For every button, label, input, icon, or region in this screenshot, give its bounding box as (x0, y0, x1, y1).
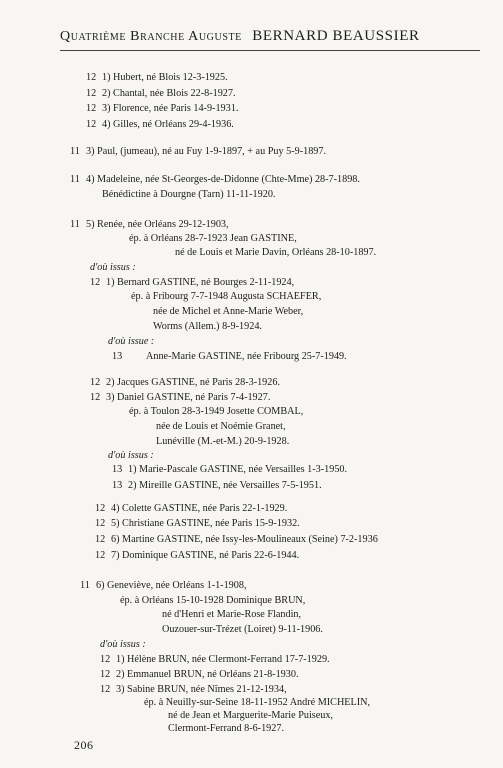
entry-line: ép. à Fribourg 7-7-1948 Augusta SCHAEFER, (131, 291, 322, 303)
entry-line: 12 5) Christiane GASTINE, née Paris 15-9-1932. (95, 518, 300, 530)
entry-line: né de Jean et Marguerite-Marie Puiseux, (168, 710, 334, 722)
entry-line: 12 3) Sabine BRUN, née Nîmes 21-12-1934, (100, 683, 287, 695)
entry-line: 11 3) Paul, (jumeau), né au Fuy 1-9-1897, + au Puy 5-9-1897. (70, 146, 327, 158)
entry-line: né d'Henri et Marie-Rose Flandin, (162, 609, 302, 621)
entry-line: 13 1) Marie-Pascale GASTINE, née Versailles 1-3-1950. (112, 464, 348, 476)
entry-line: d'où issus : (108, 450, 154, 462)
entry-line: 13 Anne-Marie GASTINE, née Fribourg 25-7-1949. (112, 351, 347, 363)
header-branch: Quatrième Branche Auguste (60, 29, 242, 44)
entry-line: née de Michel et Anne-Marie Weber, (153, 306, 304, 318)
entry-line: Lunéville (M.-et-M.) 20-9-1928. (156, 435, 290, 447)
entry-line: 12 2) Jacques GASTINE, né Paris 28-3-1926. (90, 376, 281, 388)
header-family: BERNARD BEAUSSIER (252, 28, 420, 44)
entry-line: Ouzouer-sur-Trézet (Loiret) 9-11-1906. (162, 623, 323, 635)
running-header (60, 28, 480, 45)
entry-line: d'où issus : (90, 262, 136, 274)
entry-line: Worms (Allem.) 8-9-1924. (153, 320, 262, 332)
entry-line: 11 5) Renée, née Orléans 29-12-1903, (70, 218, 229, 230)
entry-line: ép. à Orléans 28-7-1923 Jean GASTINE, (129, 232, 297, 244)
entry-line: 12 1) Hubert, né Blois 12-3-1925. (86, 72, 228, 83)
entry-line: ép. à Orléans 15-10-1928 Dominique BRUN, (120, 594, 306, 606)
entry-line: 13 2) Mireille GASTINE, née Versailles 7-5-1951. (112, 479, 322, 491)
entry-line: 12 2) Chantal, née Blois 22-8-1927. (86, 87, 236, 99)
entry-line: 12 1) Bernard GASTINE, né Bourges 2-11-1924, (90, 276, 295, 288)
entry-line: 12 2) Emmanuel BRUN, né Orléans 21-8-1930. (100, 668, 299, 680)
entry-line: 12 4) Gilles, né Orléans 29-4-1936. (86, 118, 234, 130)
entry-line: 11 4) Madeleine, née St-Georges-de-Didonne (Chte-Mme) 28-7-1898. (70, 173, 360, 185)
entry-line: 11 6) Geneviève, née Orléans 1-1-1908, (80, 579, 247, 591)
entry-line: 12 6) Martine GASTINE, née Issy-les-Moulineaux (Seine) 7-2-1936 (95, 533, 378, 545)
entry-line: née de Louis et Noémie Granet, (156, 420, 286, 432)
entry-line: d'où issue : (108, 335, 155, 347)
entry-line: Bénédictine à Dourgne (Tarn) 11-11-1920. (102, 188, 276, 200)
entry-line: né de Louis et Marie Davin, Orléans 28-10-1897. (175, 247, 377, 259)
entry-line: 12 3) Florence, née Paris 14-9-1931. (86, 103, 239, 115)
entry-line: Clermont-Ferrand 8-6-1927. (168, 723, 284, 734)
entry-line: 12 1) Hélène BRUN, née Clermont-Ferrand 17-7-1929. (100, 654, 330, 666)
header-rule (60, 50, 480, 51)
page-number: 206 (74, 738, 94, 752)
entry-line: 12 4) Colette GASTINE, née Paris 22-1-1929. (95, 502, 288, 514)
entry-line: ép. à Toulon 28-3-1949 Josette COMBAL, (129, 406, 304, 418)
entry-line: 12 7) Dominique GASTINE, né Paris 22-6-1944. (95, 549, 300, 561)
entry-line: ép. à Neuilly-sur-Seine 18-11-1952 André MICHELIN, (144, 697, 371, 709)
entry-line: d'où issus : (100, 639, 146, 651)
entry-line: 12 3) Daniel GASTINE, né Paris 7-4-1927. (90, 392, 271, 404)
